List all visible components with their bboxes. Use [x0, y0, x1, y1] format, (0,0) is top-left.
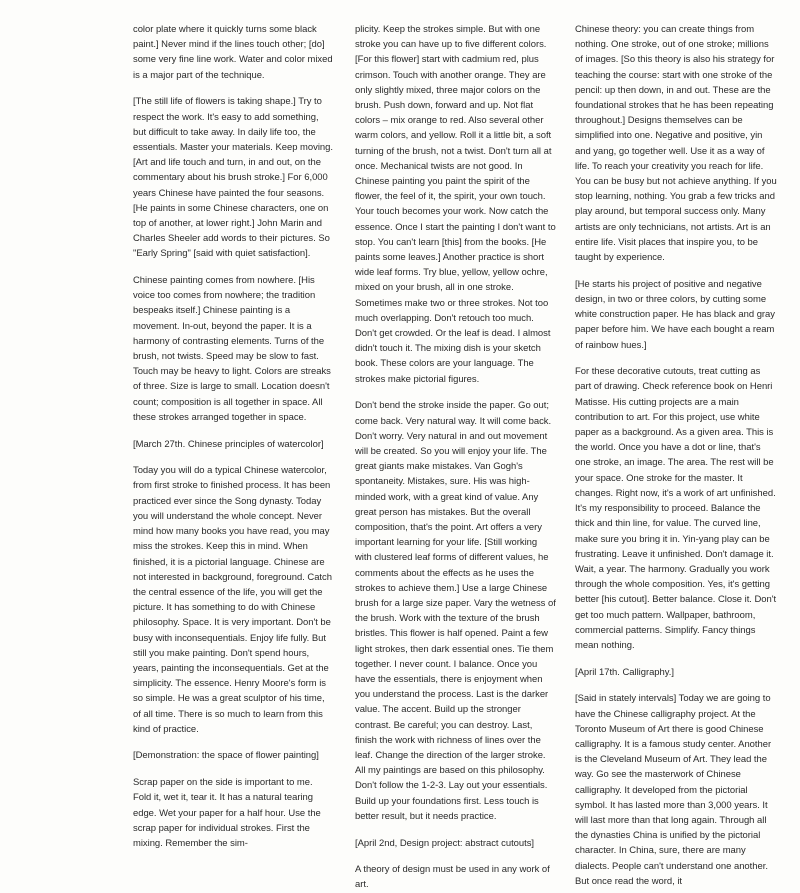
- paragraph: Today you will do a typical Chinese watercolor, from first stroke to finished process. It has been practiced ever since the Song dynasty. Today you will understand the whole concept. Never mind how many books you have read, you may miss the strokes. Keep this in mind. When finished, it is a pictorial language. Chinese are not interested in background, foreground. Catch the central essence of the life, you will get the picture. It has something to do with Chinese philosophy. Space. It is very important. Don't be busy with inconsequentials. Enjoy life fully. But still you make painting. Don't spend hours, years, painting the inconsequentials. Get at the simplicity. The essence. Henry Moore's form is so simple. He was a great sculptor of his time, of all time. There is so much to learn from this kind of practice.: [133, 465, 332, 735]
- section-heading: [April 17th. Calligraphy.]: [575, 666, 674, 678]
- paragraph: For these decorative cutouts, treat cutting as part of drawing. Check reference book on Henri Matisse. His cutting projects are a main contribution to art. For this project, use white paper as a background. As a given area. This is the world. Once you have a dot or line, that's one stroke, an image. The area. The rest will be your space. One stroke for the master. It changes. Right now, it's a work of art unfinished. It's my responsibility to proceed. Balance the thick and thin line, for value. The curved line, make sure you bring it in. Yin-yang play can be frustrating. Leave it unfinished. Don't damage it. Wait, a year. The harmony. Gradually you work through the whole composition. Yes, it's getting better [his cutout]. Better balance. Close it. Don't get too much pattern. Wallpaper, bathroom, commercial patterns. Simplify. Fancy things mean nothing.: [575, 366, 777, 651]
- paragraph: Chinese theory: you can create things from nothing. One stroke, out of one stroke; millions of images. [So this theory is also his strategy for teaching the course: start with one stroke of the pencil: up then down, in and out. These are the foundational strokes that he has been repeating throughout.] Designs themselves can be simplified into one. Negative and positive, yin and yang, go together well. Use it as a way of life. To reach your creativity you reach for life. You can be busy but not achieve anything. If you stop learning, nothing. You grab a few tricks and play around, but temporal success only. Many artists are only technicians, not artists. Art is an entire life. Visit places that inspire you, to be taught by experience.: [575, 24, 777, 264]
- paragraph: color plate where it quickly turns some black paint.] Never mind if the lines touch other; [do] some very fine line work. Water and color mixed is a major part of the technique.: [133, 24, 333, 81]
- paragraph: A theory of design must be used in any work of art.: [355, 864, 550, 891]
- paragraph: Scrap paper on the side is important to me. Fold it, wet it, tear it. It has a natural tearing edge. Wet your paper for a half hour. Use the scrap paper for individual strokes. First the mixing. Remember the sim-: [133, 777, 321, 849]
- paragraph: Chinese painting comes from nowhere. [His voice too comes from nowhere; the tradition bespeaks itself.] Chinese painting is a movement. In-out, beyond the paper. It is a harmony of contrasting elements. Turns of the brush, not twists. Speed may be slow to fast. Touch may be heavy to light. Colors are streaks of three. Size is large to small. Location doesn't count; composition is all together in space. All these strokes arranged together in space.: [133, 275, 331, 423]
- paragraph: [He starts his project of positive and negative design, in two or three colors, by cutting some white construction paper. He has black and gray paper before him. We have each bought a ream of rainbow hues.]: [575, 278, 775, 351]
- section-heading: [Demonstration: the space of flower painting]: [133, 750, 319, 762]
- text-column-left: [133, 22, 333, 849]
- section-heading: [March 27th. Chinese principles of watercolor]: [133, 438, 324, 450]
- text-column-right: [575, 22, 778, 887]
- paragraph: [Said in stately intervals] Today we are going to have the Chinese calligraphy project. At the Toronto Museum of Art there is good Chinese calligraphy. It is a famous study center. Another is the Cleveland Museum of Art. They lead the way. Go see the masterwork of Chinese calligraphy. It developed from the pictorial symbol. It has lasted more than 3,000 years. It will last more than that long again. Through all the dynasties China is unified by the pictorial character. In China, sure, there are many dialects. People can't understand one another. But once read the word, it: [575, 693, 772, 887]
- text-column-middle: [355, 22, 556, 891]
- paragraph: plicity. Keep the strokes simple. But with one stroke you can have up to five different colors. [For this flower] start with cadmium red, plus crimson. Touch with another orange. They are only slightly mixed, three major colors on the brush. Push down, forward and up. Not flat colors – mix orange to red. Also several other warm colors, and yellow. Roll it a little bit, a soft turning of the brush, not a twist. Don't turn all at once. Mechanical twists are not good. In Chinese painting you paint the spirit of the flower, the feel of it, the spirit, your own touch. Your touch becomes your work. Now catch the essence. Once I start the painting I don't want to stop. You can't learn [this] from the books. [He paints some leaves.] Another practice is short wide leaf forms. Try blue, yellow, yellow ochre, mixed on your brush, all in one stroke. Sometimes make two or three strokes. Not too much overlapping. Don't retouch too much. Don't get crowded. Or the leaf is dead. I almost didn't touch it. The mixing dish is your sketch book. These colors are your language. The strokes make pictorial figures.: [355, 24, 556, 385]
- paragraph: [The still life of flowers is taking shape.] Try to respect the work. It's easy to add something, but difficult to take away. In daily life too, the essentials. Master your materials. Keep moving. [Art and life touch and turn, in and out, on the commentary about his brush stroke.] For 6,000 years Chinese have painted the four seasons. [He paints in some Chinese characters, one on top of another, at lower right.] John Marin and Charles Sheeler add words to their pictures. So "Early Spring" [said with quiet satisfaction].: [133, 96, 333, 260]
- paragraph: Don't bend the stroke inside the paper. Go out; come back. Very natural way. It will come back. Don't worry. Very natural in and out movement will be created. So you will enjoy your life. The great giants make mistakes. Van Gogh's spontaneity. Mistakes, sure. His was high-minded work, with a great kind of value. Any great person has mistakes. But the overall composition, that's the point. Art offers a very important learning for your life. [Still working with clustered leaf forms of different values, he comments about the effects as he uses the strokes to achieve them.] Use a large Chinese brush for a large size paper. Vary the wetness of the brush. Work with the texture of the brush bristles. This flower is half opened. Paint a few light strokes, then dark essential ones. Tie them together. I never count. I balance. Once you have the essentials, there is enjoyment when you understand the process. Last is the darker value. The accent. Build up the stronger contrast. Be careful; you can destroy. Last, finish the work with richness of lines over the leaf. Change the direction of the larger stroke. All my paintings are based on this philosophy. Don't follow the 1-2-3. Lay out your essentials. Build up your foundations first. Less touch is better result, but it needs practice.: [355, 400, 556, 822]
- section-heading: [April 2nd, Design project: abstract cutouts]: [355, 837, 535, 849]
